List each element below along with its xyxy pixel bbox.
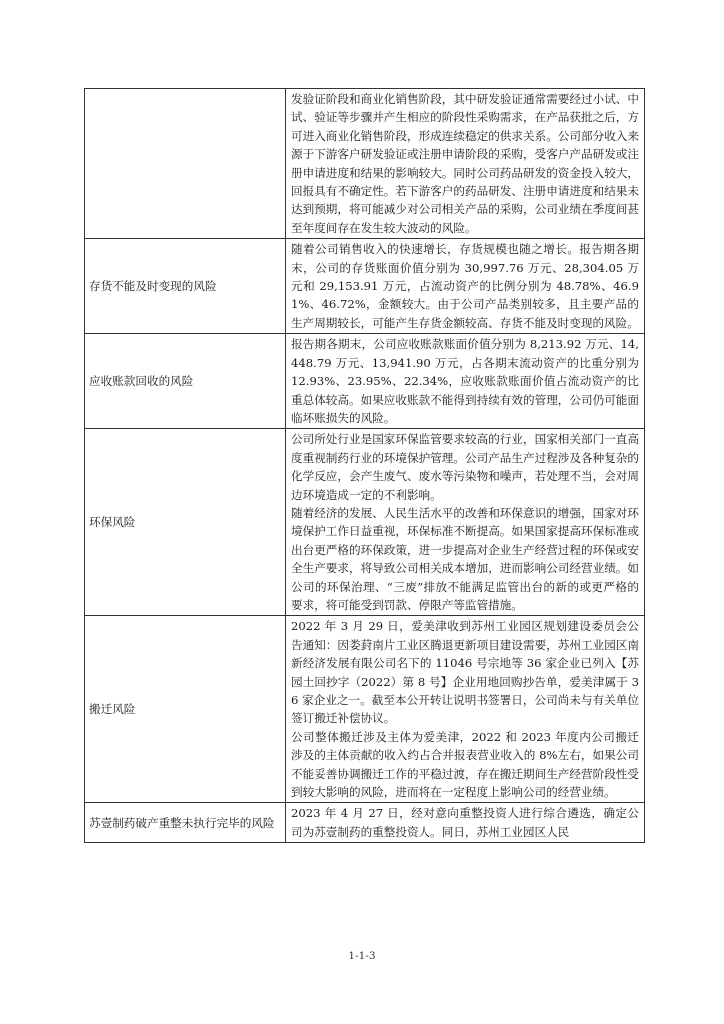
risk-description-cell	[286, 239, 645, 334]
risk-description-cell	[286, 803, 645, 843]
risk-description-text: 公司整体搬迁涉及主体为爱美津，2022 和 2023 年度内公司搬迁涉及的主体贡献的收入约占合并报表营业收入的 8%左右，如果公司不能妥善协调搬迁工作的平稳过渡，存在搬迁期间生产经营阶段性受到较大影响的风险，进而将在一定程度上影响公司的经营业绩。	[291, 729, 639, 800]
risk-description-cell	[286, 334, 645, 429]
risk-description-cell	[286, 89, 645, 239]
table-row	[85, 803, 645, 843]
risk-factors-table	[84, 88, 645, 843]
risk-description-cell	[286, 429, 645, 616]
risk-name-cell: 环保风险	[85, 429, 286, 616]
risk-description-text: 公司所处行业是国家环保监管要求较高的行业，国家相关部门一直高度重视制药行业的环境保护管理。公司产品生产过程涉及各种复杂的化学反应，会产生废气、废水等污染物和噪声，若处理不当，会对周边环境造成一定的不利影响。	[291, 432, 639, 502]
table-row	[85, 89, 645, 239]
table-row	[85, 429, 645, 616]
page-number: 1-1-3	[348, 950, 376, 962]
risk-description-cell	[286, 616, 645, 803]
risk-name-cell: 搬迁风险	[85, 616, 286, 803]
risk-description-text: 随着经济的发展、人民生活水平的改善和环保意识的增强，国家对环境保护工作日益重视，环保标准不断提高。如果国家提高环保标准或出台更严格的环保政策，进一步提高对企业生产经营过程的环保或安全生产要求，将导致公司相关成本增加，进而影响公司经营业绩。如公司的环保治理、“三废”排放不能满足监管出台的新的或更严格的要求，将可能受到罚款、停限产等监管措施。	[291, 505, 639, 612]
risk-name-cell: 苏壹制药破产重整未执行完毕的风险	[85, 803, 286, 843]
table-row	[85, 334, 645, 429]
risk-name-cell: 存货不能及时变现的风险	[85, 239, 286, 334]
table-row	[85, 616, 645, 803]
table-row	[85, 239, 645, 334]
risk-description-text: 2022 年 3 月 29 日，爱美津收到苏州工业园区规划建设委员会公告通知：因娄葑南片工业区腾退更新项目建设需要，苏州工业园区南新经济发展有限公司名下的 11046 号宗地等 36 家企业已列入【苏园土回抄字（2022）第 8 号】企业用地回购抄告单，爱美津属于 36 家企业之一。截至本公开转让说明书签署日，公司尚未与有关单位签订搬迁补偿协议。	[291, 619, 639, 726]
risk-description-text: 随着公司销售收入的快速增长，存货规模也随之增长。报告期各期末，公司的存货账面价值分别为 30,997.76 万元、28,304.05 万元和 29,153.91 万元，占流动资产的比例分别为 48.78%、46.91%、46.72%，金额较大。由于公司产品类别较多，且主要产品的生产周期较长，可能产生存货金额较高、存货不能及时变现的风险。	[291, 242, 639, 330]
risk-description-text: 发验证阶段和商业化销售阶段，其中研发验证通常需要经过小试、中试、验证等步骤并产生相应的阶段性采购需求，在产品获批之后，方可进入商业化销售阶段，形成连续稳定的供求关系。公司部分收入来源于下游客户研发验证或注册申请阶段的采购，受客户产品研发或注册申请进度和结果的影响较大。同时公司药品研发的资金投入较大，回报具有不确定性。若下游客户的药品研发、注册申请进度和结果未达到预期，将可能减少对公司相关产品的采购，公司业绩在季度间甚至年度间存在发生较大波动的风险。	[291, 92, 639, 235]
risk-name-cell	[85, 89, 286, 239]
risk-description-text: 2023 年 4 月 27 日，经对意向重整投资人进行综合遴选，确定公司为苏壹制药的重整投资人。同日，苏州工业园区人民	[291, 806, 639, 839]
risk-name-cell: 应收账款回收的风险	[85, 334, 286, 429]
risk-description-text: 报告期各期末，公司应收账款账面价值分别为 8,213.92 万元、14,448.79 万元、13,941.90 万元，占各期末流动资产的比重分别为 12.93%、23.95%、22.34%，应收账款账面价值占流动资产的比重总体较高。如果应收账款不能得到持续有效的管理，公司仍可能面临坏账损失的风险。	[291, 337, 639, 425]
